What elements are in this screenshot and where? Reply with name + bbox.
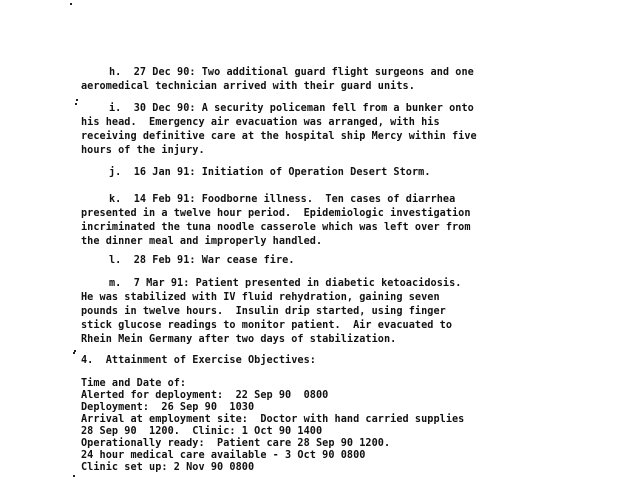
- paragraph-k-line-2: presented in a twelve hour period. Epidemiologic investigation: [81, 208, 471, 219]
- scan-speck: [75, 103, 77, 105]
- paragraph-i-line-1: i. 30 Dec 90: A security policeman fell from a bunker onto: [109, 103, 474, 114]
- paragraph-j-line-1: j. 16 Jan 91: Initiation of Operation Desert Storm.: [109, 167, 431, 178]
- section-4-line-6: Operationally ready: Patient care 28 Sep 90 1200.: [81, 438, 391, 449]
- paragraph-m-line-5: Rhein Mein Germany after two days of stabilization.: [81, 334, 397, 345]
- section-4-heading: 4. Attainment of Exercise Objectives:: [81, 355, 316, 366]
- section-4-line-4: Arrival at employment site: Doctor with hand carried supplies: [81, 414, 465, 425]
- scan-speck: [76, 99, 78, 101]
- scan-speck: [73, 352, 75, 354]
- section-4-line-2: Alerted for deployment: 22 Sep 90 0800: [81, 390, 329, 401]
- scan-speck: [73, 475, 75, 477]
- paragraph-i-line-4: hours of the injury.: [81, 145, 205, 156]
- paragraph-h-line-1: h. 27 Dec 90: Two additional guard flight surgeons and one: [109, 67, 474, 78]
- section-4-line-1: Time and Date of:: [81, 378, 187, 389]
- paragraph-i-line-2: his head. Emergency air evacuation was arranged, with his: [81, 117, 440, 128]
- paragraph-h-line-2: aeromedical technician arrived with their guard units.: [81, 81, 415, 92]
- paragraph-i-line-3: receiving definitive care at the hospital ship Mercy within five: [81, 131, 477, 142]
- section-4-line-5: 28 Sep 90 1200. Clinic: 1 Oct 90 1400: [81, 426, 323, 437]
- paragraph-m-line-3: pounds in twelve hours. Insulin drip started, using finger: [81, 306, 446, 317]
- section-4-line-8: Clinic set up: 2 Nov 90 0800: [81, 462, 255, 473]
- section-4-line-3: Deployment: 26 Sep 90 1030: [81, 402, 255, 413]
- paragraph-m-line-1: m. 7 Mar 91: Patient presented in diabetic ketoacidosis.: [109, 278, 462, 289]
- paragraph-m-line-2: He was stabilized with IV fluid rehydration, gaining seven: [81, 292, 440, 303]
- section-4-line-7: 24 hour medical care available - 3 Oct 90 0800: [81, 450, 366, 461]
- paragraph-m-line-4: stick glucose readings to monitor patient. Air evacuated to: [81, 320, 453, 331]
- paragraph-l-line-1: l. 28 Feb 91: War cease fire.: [109, 255, 295, 266]
- paragraph-k-line-4: the dinner meal and improperly handled.: [81, 236, 323, 247]
- scan-speck: [70, 3, 72, 5]
- paragraph-k-line-1: k. 14 Feb 91: Foodborne illness. Ten cases of diarrhea: [109, 194, 456, 205]
- paragraph-k-line-3: incriminated the tuna noodle casserole which was left over from: [81, 222, 471, 233]
